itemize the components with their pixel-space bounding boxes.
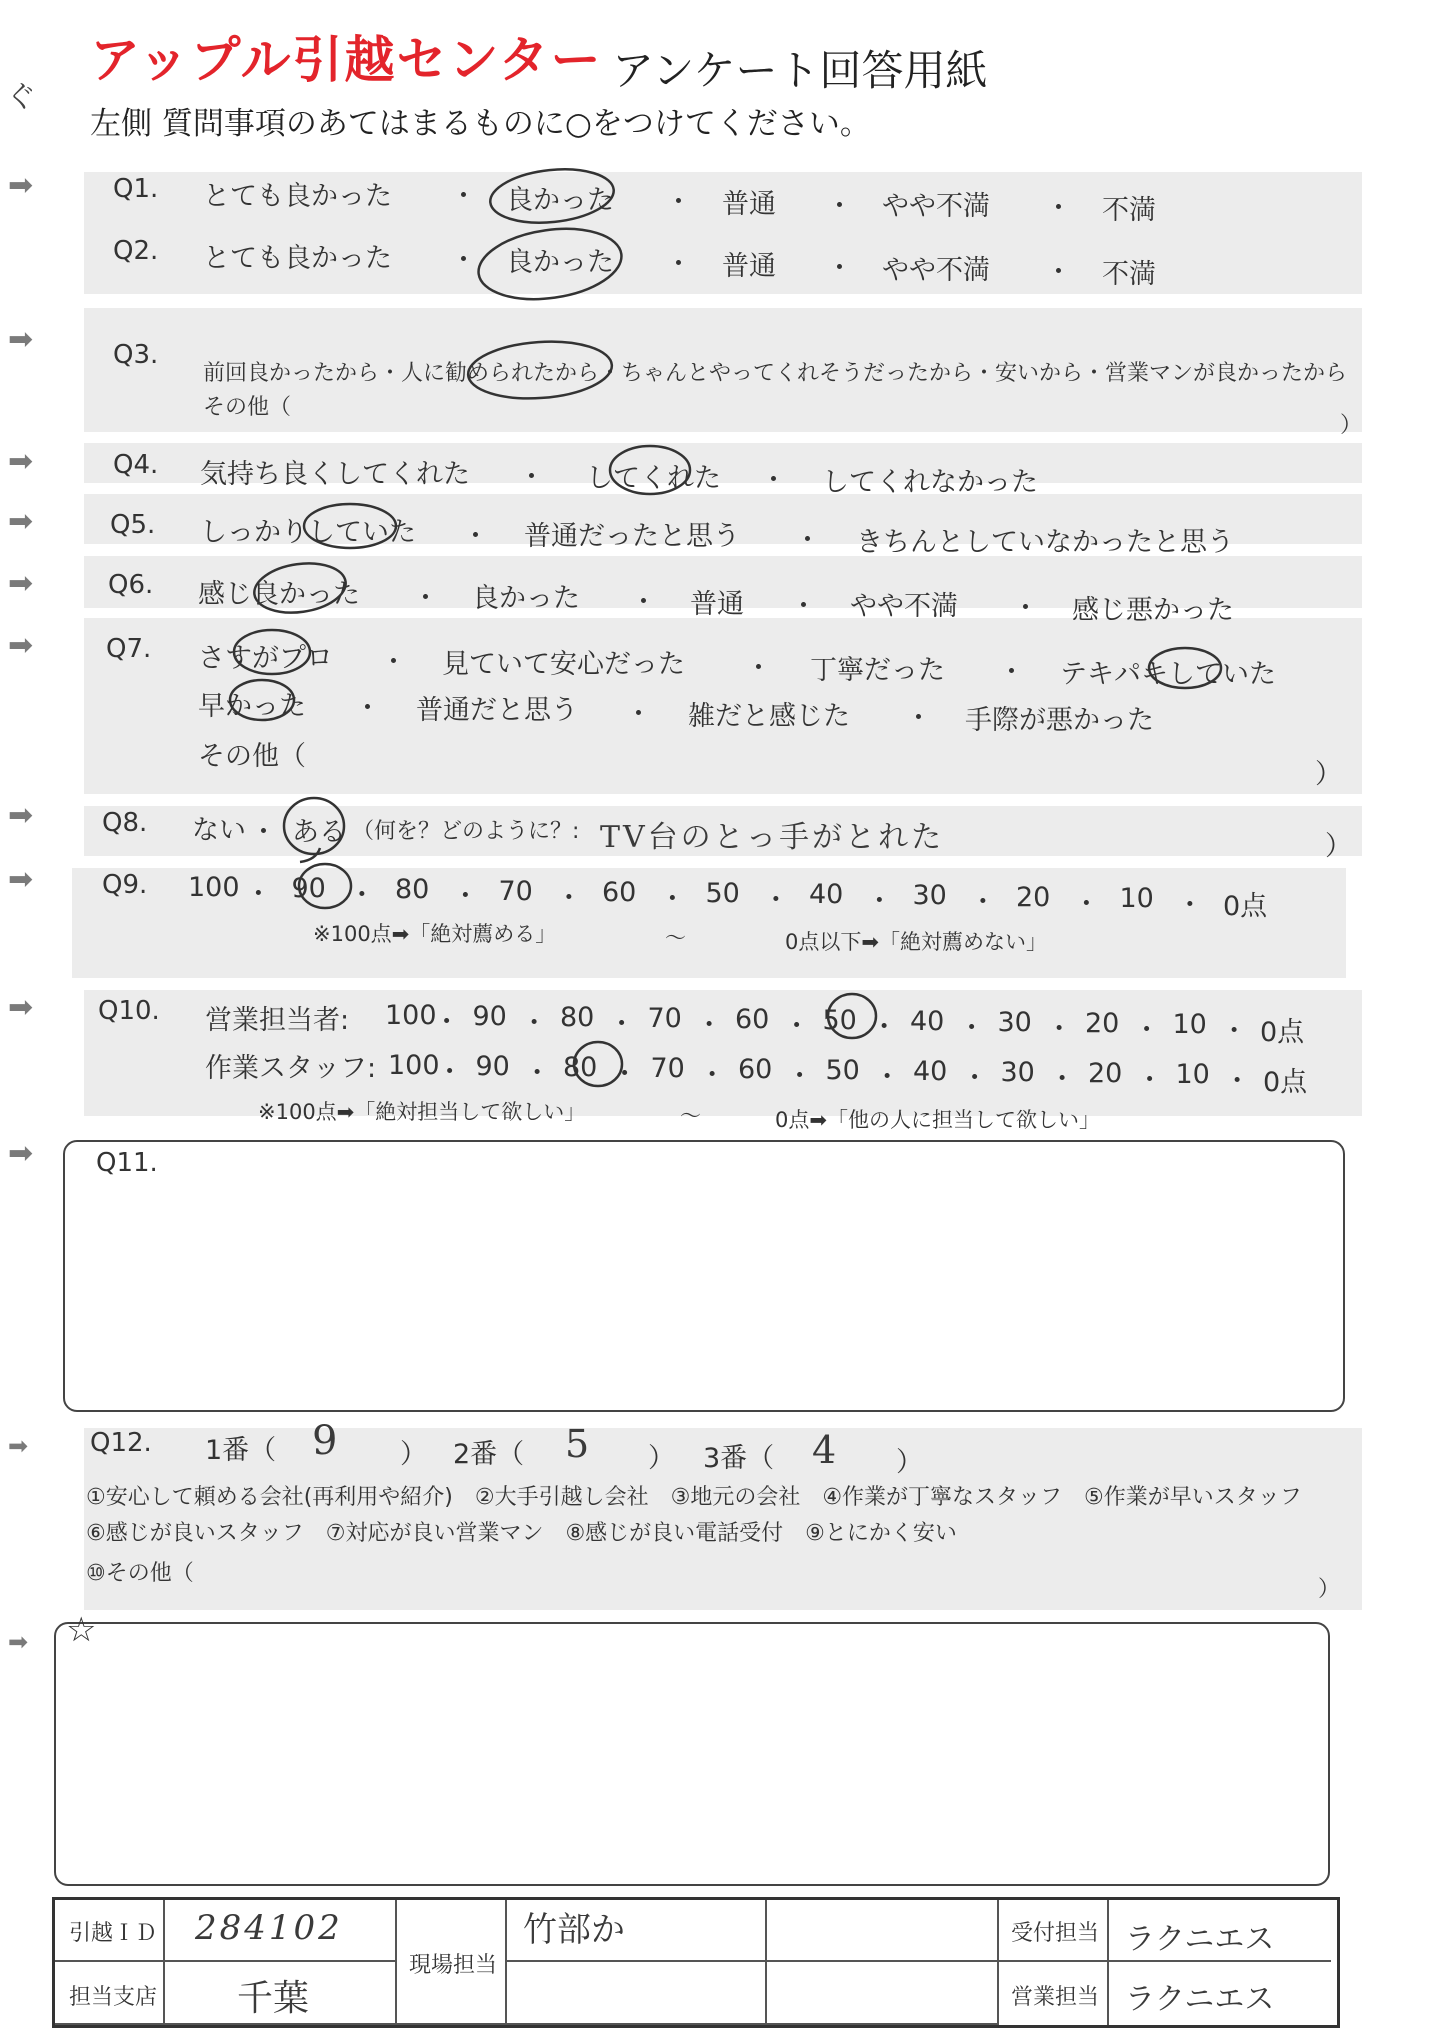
move-id-label: 引越ＩＤ xyxy=(69,1921,158,1946)
site-staff-value[interactable]: 竹部か xyxy=(523,1910,625,1950)
q10-staff-score-8[interactable]: 20 xyxy=(1088,1058,1123,1089)
q10-staff-dot: ・ xyxy=(523,1058,551,1089)
q10-sales-score-6[interactable]: 40 xyxy=(910,1006,945,1037)
q1-option-4[interactable]: やや不満 xyxy=(882,191,990,222)
q2-option-2[interactable]: 良かった xyxy=(506,247,614,278)
q10-staff-score-0[interactable]: 100 xyxy=(388,1050,440,1081)
q7-option-3[interactable]: 丁寧だった xyxy=(810,655,945,686)
q2-label: Q2. xyxy=(113,236,159,266)
q9-score-3[interactable]: 70 xyxy=(498,875,533,907)
q5-dot: ・ xyxy=(462,521,489,552)
q9-dot: ・ xyxy=(451,881,479,913)
q10-staff-dot: ・ xyxy=(611,1059,639,1090)
q9-dot: ・ xyxy=(1072,888,1100,920)
q12-second-label: 2番（ xyxy=(453,1439,525,1470)
q6-dot: ・ xyxy=(790,591,817,622)
q1-dot: ・ xyxy=(826,191,853,222)
q12-first-close: ） xyxy=(400,1439,427,1470)
q7-dot: ・ xyxy=(354,693,381,724)
q9-score-2[interactable]: 80 xyxy=(395,874,430,906)
q10-label: Q10. xyxy=(98,996,160,1026)
circle-mark-q4 xyxy=(610,446,690,494)
q5-dot: ・ xyxy=(794,525,821,556)
q9-score-10[interactable]: 0点 xyxy=(1223,891,1268,922)
q9-score-8[interactable]: 20 xyxy=(1016,881,1051,913)
q10-staff-score-1[interactable]: 90 xyxy=(475,1051,510,1082)
q2-dot: ・ xyxy=(1045,257,1072,288)
q2-option-4[interactable]: やや不満 xyxy=(882,255,990,286)
q12-second-close: ） xyxy=(648,1443,675,1474)
q10-sales-score-9[interactable]: 10 xyxy=(1172,1009,1207,1040)
q9-note-left: ※100点➡「絶対薦める」 xyxy=(313,922,557,946)
q5-option-2[interactable]: 普通だったと思う xyxy=(524,521,740,552)
q2-option-1[interactable]: とても良かった xyxy=(203,243,392,274)
q10-sales-score-10[interactable]: 0点 xyxy=(1260,1017,1305,1048)
q2-dot: ・ xyxy=(826,253,853,284)
branch-label: 担当支店 xyxy=(69,1985,158,2010)
q7-option-4[interactable]: テキパキしていた xyxy=(1060,659,1276,690)
circle-mark-q3 xyxy=(466,337,614,403)
q5-option-3[interactable]: きちんとしていなかったと思う xyxy=(856,527,1234,558)
q12-choices-row-1: ①安心して頼める会社(再利用や紹介) ②大手引越し会社 ③地元の会社 ④作業が丁寧なスタッフ ⑤作業が早いスタッフ xyxy=(86,1485,1302,1510)
q10-sales-label: 営業担当者: xyxy=(205,1005,350,1036)
q10-sales-dot: ・ xyxy=(608,1009,636,1040)
q4-option-2[interactable]: してくれた xyxy=(586,463,721,494)
q6-option-3[interactable]: 普通 xyxy=(690,589,744,620)
q7-dot: ・ xyxy=(625,699,652,730)
q10-sales-score-4[interactable]: 60 xyxy=(735,1004,770,1035)
q1-label: Q1. xyxy=(113,174,159,204)
reception-value[interactable]: ラクニエス xyxy=(1125,1922,1275,1957)
right-arrow-icon: ➡ xyxy=(8,990,34,1025)
q2-option-5[interactable]: 不満 xyxy=(1102,259,1156,290)
q10-staff-dot: ・ xyxy=(436,1057,464,1088)
q6-dot: ・ xyxy=(1012,593,1039,624)
circle-mark-q10-staff xyxy=(574,1042,622,1086)
right-arrow-icon: ➡ xyxy=(8,628,34,663)
circle-mark-q6 xyxy=(251,558,349,618)
q8-prompt: （何を？どのように？: xyxy=(352,819,580,844)
q9-dot: ・ xyxy=(762,885,790,916)
q9-score-0[interactable]: 100 xyxy=(188,872,240,903)
q9-note-right: 0点以下➡「絶対薦めない」 xyxy=(785,930,1047,954)
q10-staff-dot: ・ xyxy=(873,1062,901,1093)
q7-option-2[interactable]: 見ていて安心だった xyxy=(442,649,685,680)
q6-option-2[interactable]: 良かった xyxy=(472,583,580,614)
q4-label: Q4. xyxy=(113,450,159,480)
q10-staff-score-7[interactable]: 30 xyxy=(1000,1057,1035,1088)
q11-label: Q11. xyxy=(96,1148,158,1178)
q9-score-9[interactable]: 10 xyxy=(1119,882,1154,914)
q4-dot: ・ xyxy=(518,462,545,493)
q3-label: Q3. xyxy=(113,340,159,370)
right-arrow-icon: ➡ xyxy=(8,798,34,833)
q10-staff-score-9[interactable]: 10 xyxy=(1175,1059,1210,1090)
q10-sales-dot: ・ xyxy=(1045,1014,1073,1045)
right-arrow-icon: ➡ xyxy=(8,444,34,479)
q12-choices-close: ） xyxy=(1318,1577,1341,1602)
q6-dot: ・ xyxy=(630,587,657,618)
q6-dot: ・ xyxy=(412,583,439,614)
q9-dot: ・ xyxy=(658,883,686,915)
q9-dot: ・ xyxy=(969,887,997,919)
circle-mark-q7-pro xyxy=(234,630,310,674)
q10-sales-dot: ・ xyxy=(870,1012,898,1043)
q3-other-close: ） xyxy=(1340,413,1363,438)
q10-sales-dot: ・ xyxy=(1133,1015,1161,1046)
q10-note-right: 0点➡「他の人に担当して欲しい」 xyxy=(775,1108,1100,1132)
q6-option-5[interactable]: 感じ悪かった xyxy=(1072,595,1234,626)
q12-third-close: ） xyxy=(896,1447,923,1478)
q12-first-value[interactable]: 9 xyxy=(312,1418,338,1464)
q6-option-4[interactable]: やや不満 xyxy=(850,591,958,622)
q12-third-value[interactable]: 4 xyxy=(812,1428,837,1472)
q9-dot: ・ xyxy=(555,882,583,914)
q1-dot: ・ xyxy=(450,181,477,212)
q9-score-5[interactable]: 50 xyxy=(705,878,740,909)
q9-score-6[interactable]: 40 xyxy=(809,879,844,911)
star-icon: ☆ xyxy=(66,1610,97,1650)
q3-options-line[interactable]: 前回良かったから・人に勧められたから・ちゃんとやってくれそうだったから・安いから・営業マンが良かったから xyxy=(203,361,1348,386)
q7-dot: ・ xyxy=(745,653,772,684)
q12-choices-row-2: ⑥感じが良いスタッフ ⑦対応が良い営業マン ⑧感じが良い電話受付 ⑨とにかく安い xyxy=(86,1521,957,1546)
move-id-value[interactable]: 284102 xyxy=(195,1908,343,1948)
q10-sales-score-7[interactable]: 30 xyxy=(997,1007,1032,1038)
q1-option-1[interactable]: とても良かった xyxy=(203,181,392,212)
q9-dot: ・ xyxy=(865,886,893,918)
q10-staff-score-5[interactable]: 50 xyxy=(825,1055,860,1086)
q9-score-7[interactable]: 30 xyxy=(912,880,947,912)
q1-option-3[interactable]: 普通 xyxy=(722,189,776,220)
q3-other[interactable]: その他（ xyxy=(203,395,292,420)
branch-value[interactable]: 千葉 xyxy=(237,1978,310,2019)
q8-dot: ・ xyxy=(250,817,277,848)
q7-option-7[interactable]: 雑だと感じた xyxy=(688,701,850,732)
q10-sales-score-8[interactable]: 20 xyxy=(1085,1008,1120,1039)
q7-dot: ・ xyxy=(380,647,407,678)
q10-staff-score-3[interactable]: 70 xyxy=(650,1053,685,1084)
q10-staff-dot: ・ xyxy=(1048,1064,1076,1095)
q10-staff-dot: ・ xyxy=(1223,1066,1251,1097)
right-arrow-icon: ➡ xyxy=(8,566,34,601)
q10-sales-dot: ・ xyxy=(520,1008,548,1039)
q9-dot: ・ xyxy=(244,879,272,910)
q8-close: ） xyxy=(1325,831,1352,862)
q6-label: Q6. xyxy=(108,570,154,600)
q10-staff-score-2[interactable]: 80 xyxy=(563,1052,598,1083)
q9-score-1[interactable]: 90 xyxy=(291,873,326,905)
q10-staff-dot: ・ xyxy=(786,1061,814,1092)
q9-score-4[interactable]: 60 xyxy=(602,876,637,908)
q9-note-tilde: ～ xyxy=(665,926,686,950)
right-arrow-icon: ➡ xyxy=(8,862,34,897)
q9-label: Q9. xyxy=(102,870,148,900)
sales-staff-value[interactable]: ラクニエス xyxy=(1125,1982,1275,2017)
q6-option-1[interactable]: 感じ良かった xyxy=(198,579,360,610)
q10-sales-dot: ・ xyxy=(1220,1016,1248,1047)
sales-staff-label: 営業担当 xyxy=(1011,1985,1100,2010)
q1-dot: ・ xyxy=(665,187,692,218)
q12-label: Q12. xyxy=(90,1428,152,1458)
q5-option-1[interactable]: しっかりしていた xyxy=(200,517,416,548)
q7-other[interactable]: その他（ xyxy=(198,741,306,772)
q8-handwritten-answer[interactable]: TV台のとっ手がとれた xyxy=(600,820,945,855)
circle-mark-q10-sales xyxy=(828,994,876,1038)
q1-option-5[interactable]: 不満 xyxy=(1102,195,1156,226)
reception-label: 受付担当 xyxy=(1011,1921,1100,1946)
right-arrow-icon: ➡ xyxy=(8,1136,34,1171)
q5-label: Q5. xyxy=(110,510,156,540)
q10-staff-label: 作業スタッフ: xyxy=(205,1053,377,1084)
q7-option-6[interactable]: 普通だと思う xyxy=(416,695,578,726)
q12-second-value[interactable]: 5 xyxy=(565,1422,590,1466)
q7-option-5[interactable]: 早かった xyxy=(198,691,306,722)
document-title: アンケート回答用紙 xyxy=(612,46,988,95)
circle-mark-q7-fast xyxy=(230,680,294,720)
q8-option-no[interactable]: ない xyxy=(192,815,246,846)
q10-note-tilde: ～ xyxy=(680,1104,701,1128)
q10-note-left: ※100点➡「絶対担当して欲しい」 xyxy=(258,1100,586,1124)
q4-option-3[interactable]: してくれなかった xyxy=(822,467,1038,498)
q7-option-1[interactable]: さすがプロ xyxy=(198,643,333,674)
margin-mark: ぐ xyxy=(6,80,36,115)
q12-first-label: 1番（ xyxy=(205,1435,277,1466)
q1-option-2[interactable]: 良かった xyxy=(506,185,614,216)
q1-dot: ・ xyxy=(1045,193,1072,224)
right-arrow-icon: ➡ xyxy=(8,1432,29,1460)
q4-option-1[interactable]: 気持ち良くしてくれた xyxy=(200,459,470,490)
instruction-text: 左側 質問事項のあてはまるものに○をつけてください。 xyxy=(90,106,871,142)
q2-option-3[interactable]: 普通 xyxy=(722,251,776,282)
q8-label: Q8. xyxy=(102,808,148,838)
q9-dot: ・ xyxy=(348,880,376,912)
q10-staff-dot: ・ xyxy=(1136,1065,1164,1096)
right-arrow-icon: ➡ xyxy=(8,168,34,203)
q10-sales-dot: ・ xyxy=(433,1007,461,1038)
circle-mark-q8 xyxy=(284,798,344,854)
q8-option-yes[interactable]: ある xyxy=(292,817,346,848)
q2-dot: ・ xyxy=(450,245,477,276)
q10-sales-dot: ・ xyxy=(783,1011,811,1042)
site-staff-label: 現場担当 xyxy=(409,1953,498,1978)
right-arrow-icon: ➡ xyxy=(8,322,34,357)
q4-dot: ・ xyxy=(760,465,787,496)
q10-sales-score-2[interactable]: 80 xyxy=(560,1002,595,1033)
circle-mark-q9 xyxy=(299,864,351,908)
q10-sales-score-5[interactable]: 50 xyxy=(822,1005,857,1036)
q10-sales-dot: ・ xyxy=(958,1013,986,1044)
q10-staff-score-4[interactable]: 60 xyxy=(738,1054,773,1085)
right-arrow-icon: ➡ xyxy=(8,1628,29,1656)
q10-sales-score-3[interactable]: 70 xyxy=(647,1003,682,1034)
circle-mark-q2 xyxy=(474,220,626,307)
q7-dot: ・ xyxy=(998,657,1025,688)
q12-third-label: 3番（ xyxy=(703,1443,775,1474)
q12-choices-row-3: ⑩その他（ xyxy=(86,1561,194,1586)
circle-mark-q5 xyxy=(304,504,396,548)
q10-staff-dot: ・ xyxy=(961,1063,989,1094)
q10-staff-score-10[interactable]: 0点 xyxy=(1263,1067,1308,1098)
circle-mark-q7-tekipaki xyxy=(1149,648,1221,688)
q7-other-close: ） xyxy=(1315,759,1342,790)
q10-staff-score-6[interactable]: 40 xyxy=(913,1056,948,1087)
q9-dot: ・ xyxy=(1176,889,1204,921)
q7-dot: ・ xyxy=(905,703,932,734)
q7-option-8[interactable]: 手際が悪かった xyxy=(965,705,1154,736)
q10-sales-score-1[interactable]: 90 xyxy=(472,1001,507,1032)
q10-sales-dot: ・ xyxy=(695,1010,723,1041)
circle-mark-q1 xyxy=(488,164,617,229)
q2-dot: ・ xyxy=(665,249,692,280)
q10-sales-score-0[interactable]: 100 xyxy=(385,1000,437,1031)
q10-staff-dot: ・ xyxy=(698,1060,726,1091)
q7-label: Q7. xyxy=(106,634,152,664)
brand-logo: アップル引越センター xyxy=(90,31,603,89)
right-arrow-icon: ➡ xyxy=(8,504,34,539)
